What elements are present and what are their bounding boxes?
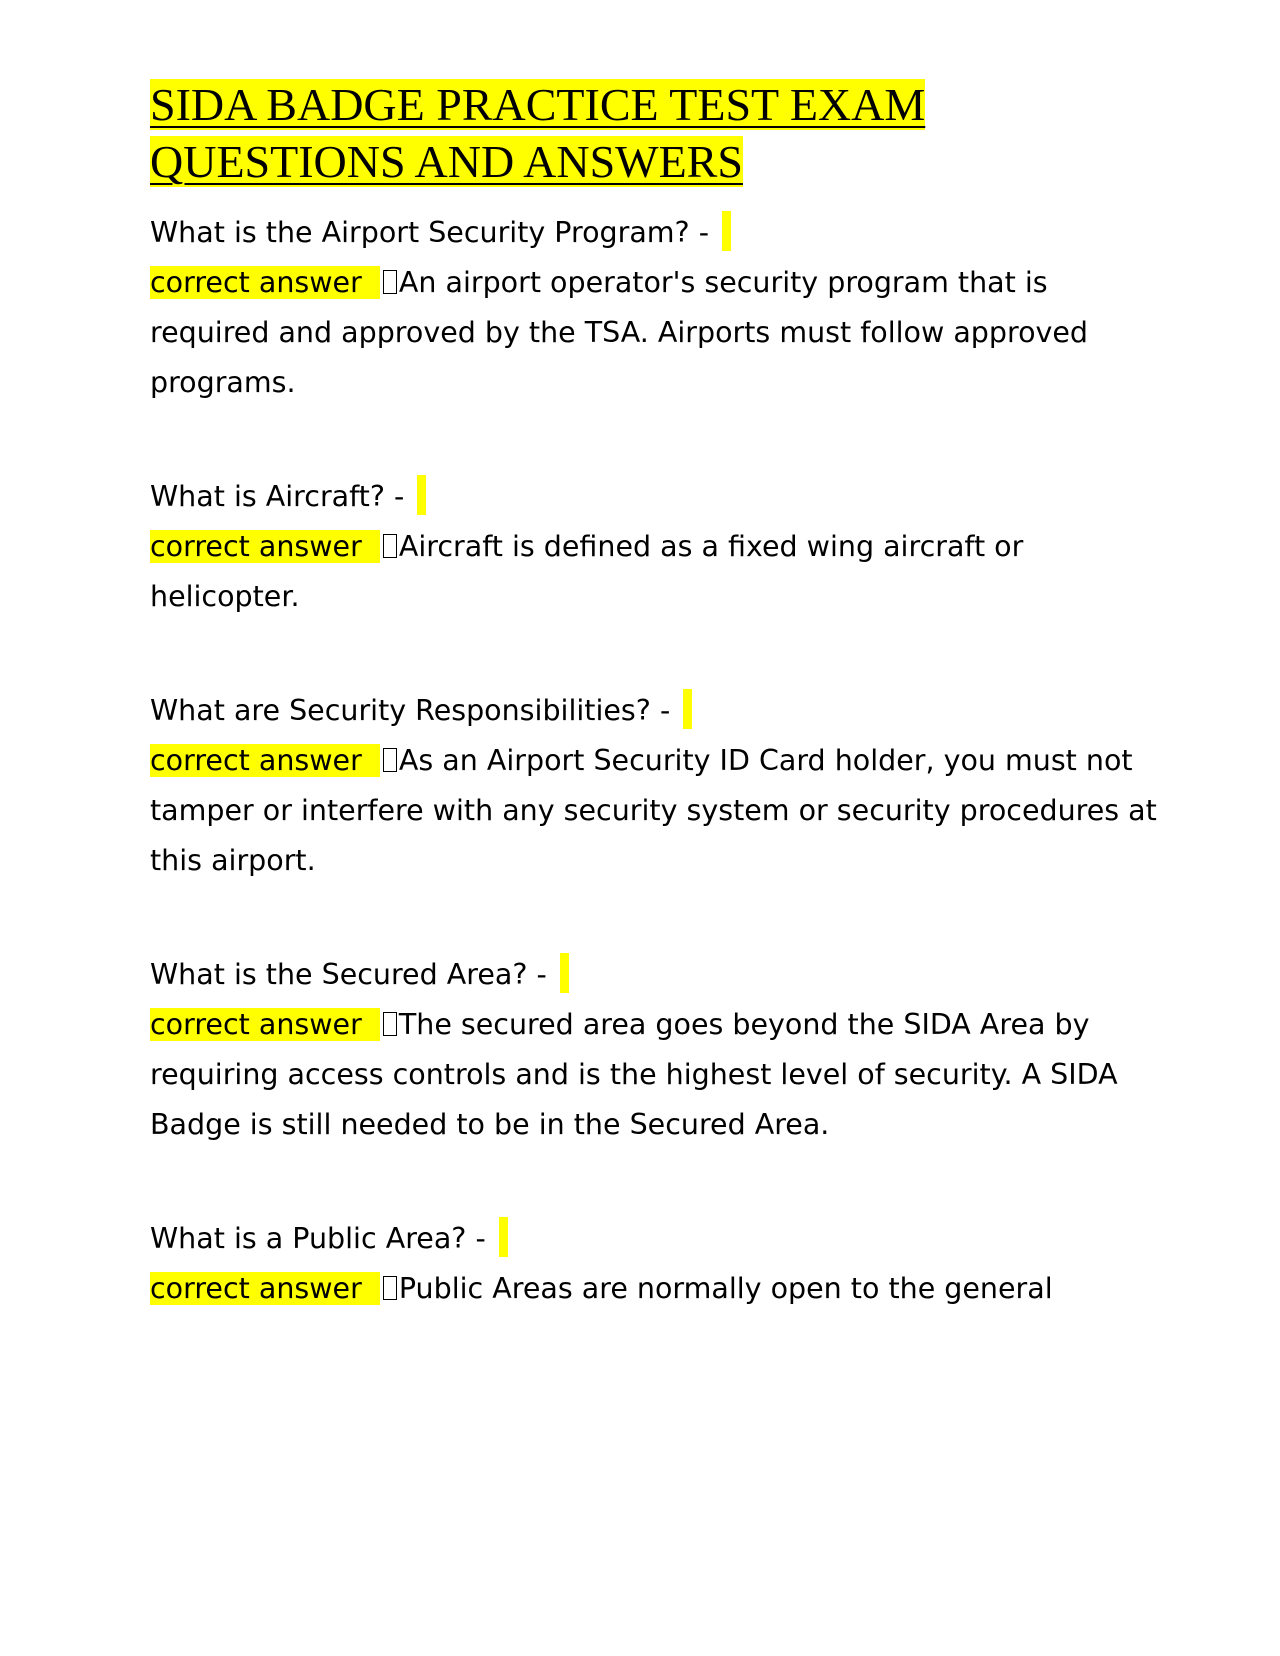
highlight-mark: [722, 211, 731, 251]
question-label: What are Security Responsibilities? -: [150, 694, 680, 727]
correct-answer-label: correct answer: [150, 530, 380, 563]
missing-glyph-box-icon: [383, 534, 397, 558]
qa-item: [150, 1214, 1160, 1314]
highlight-mark: [499, 1217, 508, 1257]
answer-body: An airport operator's security program that is required and approved by the TSA. Airports must follow approved programs.: [150, 266, 1089, 399]
answer-text: [150, 1000, 1160, 1150]
answer-body: Aircraft is defined as a fixed wing aircraft or helicopter.: [150, 530, 1024, 613]
question-label: What is a Public Area? -: [150, 1222, 495, 1255]
answer-text: [150, 1264, 1160, 1314]
document-content: [150, 76, 1160, 1314]
correct-answer-label: correct answer: [150, 744, 380, 777]
qa-item: [150, 686, 1160, 886]
title-line-1: SIDA BADGE PRACTICE TEST EXAM: [150, 79, 926, 130]
document-title: [150, 76, 1160, 190]
qa-item: [150, 950, 1160, 1150]
question-label: What is the Airport Security Program? -: [150, 216, 719, 249]
question-label: What is Aircraft? -: [150, 480, 414, 513]
question-text: [150, 1214, 1160, 1264]
highlight-mark: [560, 953, 569, 993]
correct-answer-label: correct answer: [150, 1008, 380, 1041]
answer-text: [150, 522, 1160, 622]
question-text: [150, 208, 1160, 258]
missing-glyph-box-icon: [383, 270, 397, 294]
answer-body: The secured area goes beyond the SIDA Area by requiring access controls and is the highest level of security. A SIDA Badge is still needed to be in the Secured Area.: [150, 1008, 1118, 1141]
answer-text: [150, 736, 1160, 886]
question-text: [150, 950, 1160, 1000]
question-text: [150, 472, 1160, 522]
missing-glyph-box-icon: [383, 1276, 397, 1300]
question-text: [150, 686, 1160, 736]
missing-glyph-box-icon: [383, 748, 397, 772]
qa-item: [150, 208, 1160, 408]
qa-item: [150, 472, 1160, 622]
missing-glyph-box-icon: [383, 1012, 397, 1036]
highlight-mark: [417, 475, 426, 515]
correct-answer-label: correct answer: [150, 266, 380, 299]
correct-answer-label: correct answer: [150, 1272, 380, 1305]
title-line-2: QUESTIONS AND ANSWERS: [150, 136, 743, 187]
question-label: What is the Secured Area? -: [150, 958, 556, 991]
highlight-mark: [683, 689, 692, 729]
answer-body: As an Airport Security ID Card holder, you must not tamper or interfere with any security system or security procedures at this airport.: [150, 744, 1157, 877]
answer-body: Public Areas are normally open to the general: [398, 1272, 1053, 1305]
answer-text: [150, 258, 1160, 408]
